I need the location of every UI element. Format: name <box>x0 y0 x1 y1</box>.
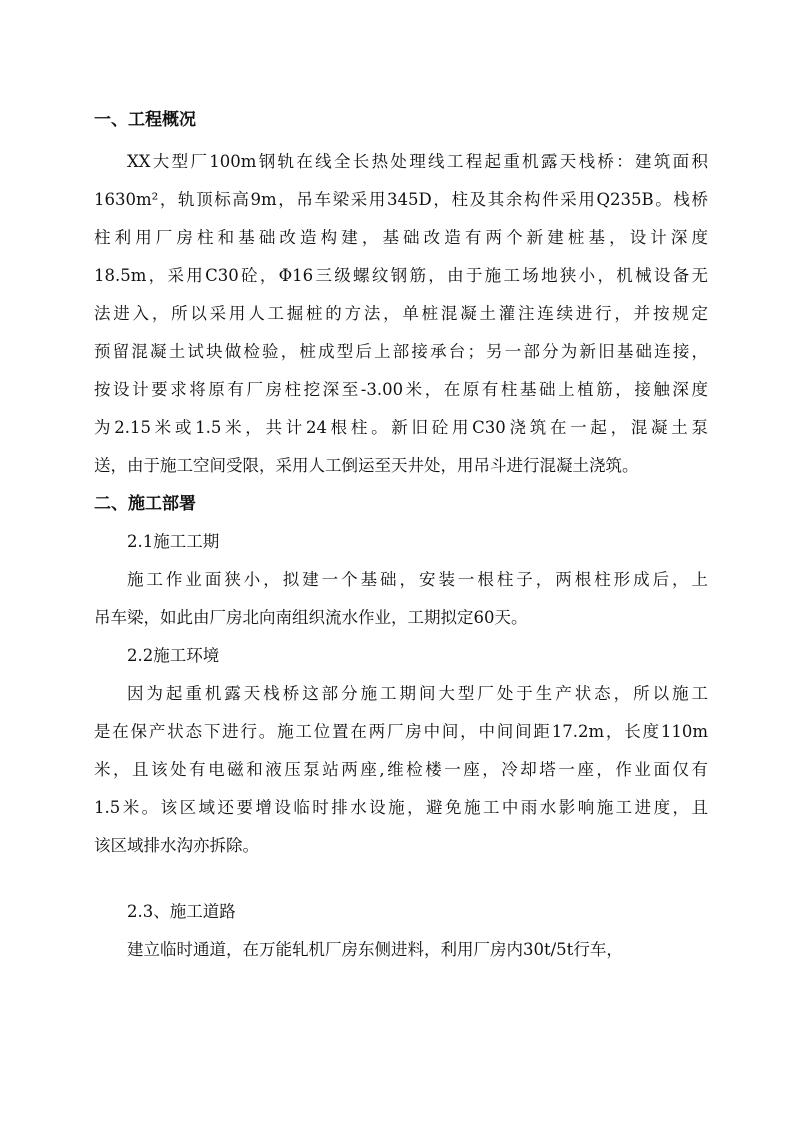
paragraph-line: 18.5m，采用C30砼，Φ16三级螺纹钢筋，由于施工场地狭小，机械设备无 <box>94 266 708 285</box>
paragraph-line: 施工作业面狭小，拟建一个基础，安装一根柱子，两根柱形成后，上 <box>127 570 708 589</box>
subsection-title-2-3: 2.3、施工道路 <box>127 902 236 921</box>
paragraph-line: 按设计要求将原有厂房柱挖深至-3.00米，在原有柱基础上植筋，接触深度 <box>94 380 708 399</box>
paragraph-line: 柱利用厂房柱和基础改造构建，基础改造有两个新建桩基，设计深度 <box>94 228 708 247</box>
section-heading-1: 一、工程概况 <box>94 110 196 130</box>
paragraph-line: 1630m²，轨顶标高9m，吊车梁采用345D，柱及其余构件采用Q235B。栈桥 <box>94 190 708 209</box>
paragraph-line: 法进入，所以采用人工掘桩的方法，单桩混凝土灌注连续进行，并按规定 <box>94 304 708 323</box>
subsection-title-2-2: 2.2施工环境 <box>127 646 220 665</box>
paragraph-line: 建立临时通道，在万能轧机厂房东侧进料，利用厂房内30t/5t行车， <box>127 940 623 959</box>
paragraph-line: XX大型厂100m钢轨在线全长热处理线工程起重机露天栈桥：建筑面积 <box>127 152 708 171</box>
paragraph-line: 预留混凝土试块做检验，桩成型后上部接承台；另一部分为新旧基础连接， <box>94 342 708 361</box>
paragraph-line: 是在保产状态下进行。施工位置在两厂房中间，中间间距17.2m，长度110m <box>94 722 708 741</box>
paragraph-line: 米，且该处有电磁和液压泵站两座,维检楼一座，冷却塔一座，作业面仅有 <box>94 760 708 779</box>
paragraph-line: 该区域排水沟亦拆除。 <box>94 836 259 855</box>
section-heading-2: 二、施工部署 <box>94 494 196 514</box>
paragraph-line: 吊车梁，如此由厂房北向南组织流水作业，工期拟定60天。 <box>94 608 528 627</box>
paragraph-line: 1.5米。该区域还要增设临时排水设施，避免施工中雨水影响施工进度，且 <box>94 798 708 817</box>
paragraph-line: 因为起重机露天栈桥这部分施工期间大型厂处于生产状态，所以施工 <box>127 684 708 703</box>
subsection-title-2-1: 2.1施工工期 <box>127 532 220 551</box>
paragraph-line: 为2.15米或1.5米，共计24根柱。新旧砼用C30浇筑在一起，混凝土泵 <box>94 418 708 437</box>
paragraph-line: 送，由于施工空间受限，采用人工倒运至天井处，用吊斗进行混凝土浇筑。 <box>94 456 639 475</box>
